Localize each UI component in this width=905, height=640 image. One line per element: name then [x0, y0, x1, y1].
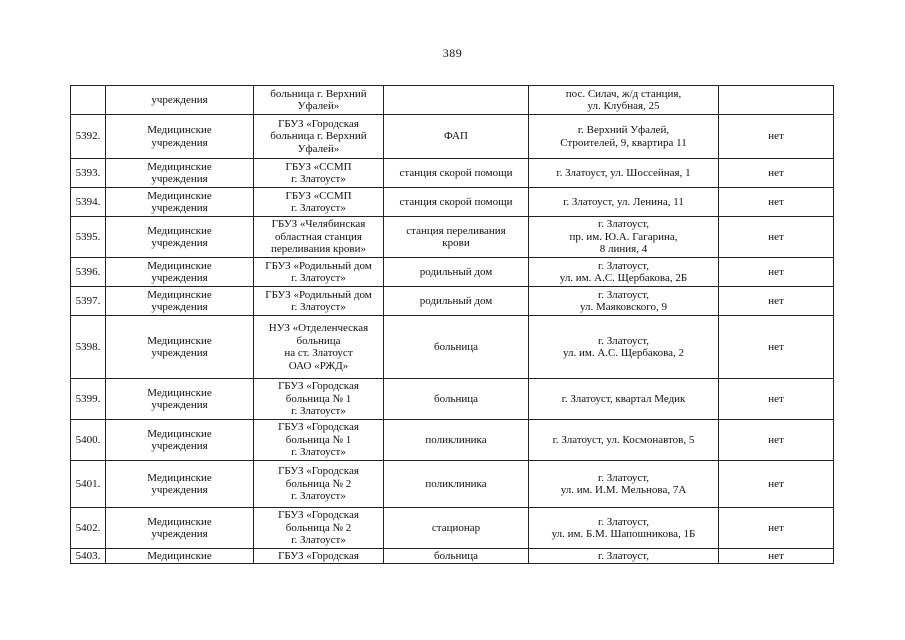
institution-type-line: Медицинские	[147, 189, 212, 202]
organization-name-line: больница № 2	[285, 477, 352, 490]
facility-type-line: станция переливания	[406, 224, 506, 237]
address-line: г. Златоуст,	[597, 549, 650, 562]
institution-type-line: учреждения	[151, 399, 208, 411]
address-line: г. Златоуст,	[597, 515, 650, 528]
institution-type-line: Медицинские	[147, 427, 212, 440]
table-row	[71, 549, 834, 564]
institution-type-line: Медицинские	[147, 386, 212, 399]
table-row	[71, 86, 834, 115]
facility-type-cell	[384, 258, 529, 287]
address-cell	[529, 217, 719, 258]
row-number-cell	[71, 287, 106, 316]
institution-type-cell	[106, 461, 254, 508]
flag-value-cell	[719, 549, 834, 564]
organization-name-cell	[254, 461, 384, 508]
flag-value: нет	[768, 130, 784, 143]
institution-type-line: Медицинские	[147, 224, 212, 237]
organization-name-line: г. Златоуст»	[291, 405, 346, 418]
organization-name-line: ГБУЗ «Родильный дом	[265, 288, 372, 301]
address-cell	[529, 549, 719, 564]
table-row	[71, 258, 834, 287]
institution-type-cell	[106, 217, 254, 258]
organization-name-line: г. Златоуст»	[291, 173, 346, 185]
organization-name-cell	[254, 549, 384, 564]
institution-type-cell	[106, 379, 254, 420]
facility-type-line: поликлиника	[425, 433, 487, 446]
row-number-cell	[71, 86, 106, 115]
institution-type-line: учреждения	[151, 173, 208, 185]
facility-type-line: крови	[442, 237, 470, 249]
organization-name-line: ОАО «РЖД»	[288, 359, 349, 372]
page-number: 389	[442, 46, 463, 60]
organization-name-cell	[254, 379, 384, 420]
address-line: 8 линия, 4	[599, 243, 648, 256]
organization-name-line: областная станция	[275, 230, 362, 243]
flag-value-cell	[719, 115, 834, 159]
flag-value-cell	[719, 420, 834, 461]
organization-name-line: Уфалей»	[297, 142, 340, 155]
organization-name-line: г. Златоуст»	[291, 490, 346, 503]
row-number-cell	[71, 115, 106, 159]
facility-type-cell	[384, 188, 529, 217]
organization-name-line: больница г. Верхний	[270, 87, 367, 100]
flag-value-cell	[719, 287, 834, 316]
facility-type-line: больница	[434, 549, 478, 562]
row-number: 5392.	[75, 130, 101, 143]
institution-type-cell	[106, 508, 254, 549]
institution-type-line: Медицинские	[147, 259, 212, 272]
row-number: 5401.	[75, 477, 101, 490]
institution-type-line: Медицинские	[147, 471, 212, 484]
address-cell	[529, 508, 719, 549]
facility-type-line: поликлиника	[425, 477, 487, 490]
organization-name-line: ГБУЗ «Челябинская	[271, 218, 366, 231]
flag-value-cell	[719, 217, 834, 258]
facility-type-line: родильный дом	[419, 265, 493, 278]
institution-type-line: учреждения	[151, 93, 208, 106]
institution-type-line: учреждения	[151, 272, 208, 284]
facility-type-line: больница	[434, 392, 478, 405]
institution-type-line: учреждения	[151, 528, 208, 540]
flag-value-cell	[719, 379, 834, 420]
organization-name-cell	[254, 217, 384, 258]
institution-type-line: учреждения	[151, 484, 208, 496]
institution-type-line: учреждения	[151, 136, 208, 149]
row-number-cell	[71, 316, 106, 379]
organization-name-line: г. Златоуст»	[291, 446, 346, 459]
organization-name-line: ГБУЗ «Родильный дом	[265, 259, 372, 272]
organization-name-cell	[254, 258, 384, 287]
organization-name-line: ГБУЗ «ССМП	[285, 189, 352, 202]
address-line: ул. Маяковского, 9	[579, 301, 668, 313]
row-number: 5394.	[75, 195, 101, 208]
institution-type-cell	[106, 115, 254, 159]
flag-value-cell	[719, 461, 834, 508]
organization-name-line: больница	[296, 334, 341, 347]
flag-value: нет	[768, 477, 784, 490]
table-row	[71, 379, 834, 420]
facility-type-cell	[384, 217, 529, 258]
institution-type-line: учреждения	[151, 301, 208, 313]
address-cell	[529, 420, 719, 461]
table-body	[71, 86, 834, 564]
address-line: г. Златоуст, ул. Шоссейная, 1	[556, 166, 691, 179]
facility-type-line: больница	[434, 340, 478, 353]
organization-name-line: ГБУЗ «ССМП	[285, 160, 352, 173]
institution-type-cell	[106, 159, 254, 188]
row-number: 5398.	[75, 340, 101, 353]
institution-type-cell	[106, 549, 254, 564]
facility-type-cell	[384, 461, 529, 508]
row-number-cell	[71, 217, 106, 258]
facility-type-cell	[384, 316, 529, 379]
address-line: г. Верхний Уфалей,	[577, 124, 670, 136]
facility-type-cell	[384, 508, 529, 549]
institution-type-cell	[106, 86, 254, 115]
address-line: пос. Силач, ж/д станция,	[565, 87, 682, 100]
address-line: г. Златоуст,	[597, 334, 650, 347]
row-number: 5395.	[75, 230, 101, 243]
row-number-cell	[71, 379, 106, 420]
table-row	[71, 316, 834, 379]
institution-type-cell	[106, 287, 254, 316]
facility-type-cell	[384, 379, 529, 420]
organization-name-line: больница № 2	[285, 521, 352, 534]
row-number-cell	[71, 508, 106, 549]
address-cell	[529, 188, 719, 217]
organization-name-line: Уфалей»	[297, 100, 340, 112]
address-cell	[529, 86, 719, 115]
row-number: 5399.	[75, 392, 101, 405]
facility-type-cell	[384, 86, 529, 115]
flag-value-cell	[719, 188, 834, 217]
organization-name-cell	[254, 159, 384, 188]
address-line: ул. им. Б.М. Шапошникова, 1Б	[551, 528, 696, 540]
facility-type-cell	[384, 115, 529, 159]
institution-type-cell	[106, 188, 254, 217]
flag-value: нет	[768, 195, 784, 208]
organization-name-line: ГБУЗ «Городская	[278, 465, 359, 478]
row-number-cell	[71, 258, 106, 287]
table-row	[71, 461, 834, 508]
flag-value: нет	[768, 549, 784, 562]
flag-value: нет	[768, 166, 784, 179]
organization-name-line: больница № 1	[285, 433, 352, 446]
address-line: ул. им. И.М. Мельнова, 7А	[560, 484, 687, 496]
organization-name-line: ГБУЗ «Городская	[278, 117, 359, 130]
institution-type-line: Медицинские	[147, 334, 212, 347]
organization-name-line: ГБУЗ «Городская	[278, 509, 359, 522]
table-row	[71, 287, 834, 316]
address-cell	[529, 316, 719, 379]
institution-type-line: Медицинские	[147, 288, 212, 301]
organization-name-cell	[254, 86, 384, 115]
flag-value: нет	[768, 392, 784, 405]
table-row	[71, 217, 834, 258]
address-cell	[529, 287, 719, 316]
address-line: пр. им. Ю.А. Гагарина,	[569, 230, 678, 243]
institution-type-line: учреждения	[151, 440, 208, 452]
institution-type-cell	[106, 258, 254, 287]
organization-name-line: ГБУЗ «Городская	[278, 421, 359, 434]
organization-name-cell	[254, 420, 384, 461]
institution-type-line: Медицинские	[147, 124, 212, 136]
address-line: ул. им. А.С. Щербакова, 2	[562, 347, 685, 359]
row-number: 5393.	[75, 166, 101, 179]
organization-name-line: г. Златоуст»	[291, 272, 346, 284]
address-line: г. Златоуст, квартал Медик	[561, 392, 686, 405]
organization-name-line: ГБУЗ «Городская	[278, 380, 359, 393]
address-line: г. Златоуст, ул. Космонавтов, 5	[552, 433, 695, 446]
row-number: 5397.	[75, 294, 101, 307]
facility-type-cell	[384, 549, 529, 564]
facility-type-line: родильный дом	[419, 294, 493, 307]
address-line: Строителей, 9, квартира 11	[560, 136, 687, 149]
table-row	[71, 115, 834, 159]
institution-type-cell	[106, 316, 254, 379]
flag-value-cell	[719, 508, 834, 549]
table-row	[71, 159, 834, 188]
facility-type-line: станция скорой помощи	[399, 195, 513, 208]
table-row	[71, 188, 834, 217]
flag-value: нет	[768, 265, 784, 278]
facilities-table	[70, 85, 834, 564]
organization-name-line: НУЗ «Отделенческая	[268, 322, 369, 334]
facility-type-cell	[384, 420, 529, 461]
facility-type-line: стационар	[431, 521, 481, 534]
address-line: г. Златоуст,	[597, 288, 650, 301]
address-line: г. Златоуст,	[597, 218, 650, 231]
address-line: г. Златоуст,	[597, 259, 650, 272]
organization-name-cell	[254, 188, 384, 217]
address-line: ул. им. А.С. Щербакова, 2Б	[559, 272, 688, 284]
row-number: 5402.	[75, 521, 101, 534]
institution-type-line: учреждения	[151, 202, 208, 214]
row-number: 5403.	[75, 549, 101, 562]
row-number-cell	[71, 159, 106, 188]
flag-value: нет	[768, 230, 784, 243]
organization-name-cell	[254, 316, 384, 379]
address-cell	[529, 115, 719, 159]
address-line: ул. Клубная, 25	[587, 100, 660, 112]
address-line: г. Златоуст, ул. Ленина, 11	[563, 195, 684, 208]
organization-name-line: на ст. Златоуст	[284, 347, 353, 359]
organization-name-line: переливания крови»	[271, 243, 366, 256]
organization-name-line: ГБУЗ «Городская	[278, 549, 359, 562]
table-row	[71, 420, 834, 461]
institution-type-line: учреждения	[151, 347, 208, 359]
institution-type-line: Медицинские	[147, 160, 212, 173]
flag-value: нет	[768, 340, 784, 353]
flag-value-cell	[719, 316, 834, 379]
organization-name-line: г. Златоуст»	[291, 202, 346, 214]
address-cell	[529, 159, 719, 188]
facility-type-line: станция скорой помощи	[399, 166, 513, 179]
organization-name-line: больница г. Верхний	[270, 130, 367, 143]
organization-name-cell	[254, 115, 384, 159]
organization-name-line: г. Златоуст»	[291, 534, 346, 547]
facility-type-cell	[384, 287, 529, 316]
institution-type-line: Медицинские	[147, 515, 212, 528]
organization-name-line: г. Златоуст»	[291, 301, 346, 313]
flag-value-cell	[719, 86, 834, 115]
address-cell	[529, 461, 719, 508]
facility-type-cell	[384, 159, 529, 188]
flag-value: нет	[768, 294, 784, 307]
flag-value: нет	[768, 521, 784, 534]
address-line: г. Златоуст,	[597, 471, 650, 484]
row-number-cell	[71, 188, 106, 217]
organization-name-line: больница № 1	[285, 392, 352, 405]
flag-value: нет	[768, 433, 784, 446]
row-number: 5400.	[75, 433, 101, 446]
address-cell	[529, 379, 719, 420]
flag-value-cell	[719, 159, 834, 188]
table-row	[71, 508, 834, 549]
row-number-cell	[71, 549, 106, 564]
institution-type-line: учреждения	[151, 237, 208, 249]
organization-name-cell	[254, 287, 384, 316]
organization-name-cell	[254, 508, 384, 549]
institution-type-line: Медицинские	[147, 549, 212, 562]
row-number-cell	[71, 420, 106, 461]
institution-type-cell	[106, 420, 254, 461]
row-number-cell	[71, 461, 106, 508]
row-number: 5396.	[75, 265, 101, 278]
flag-value-cell	[719, 258, 834, 287]
address-cell	[529, 258, 719, 287]
facility-type-line: ФАП	[444, 130, 468, 143]
